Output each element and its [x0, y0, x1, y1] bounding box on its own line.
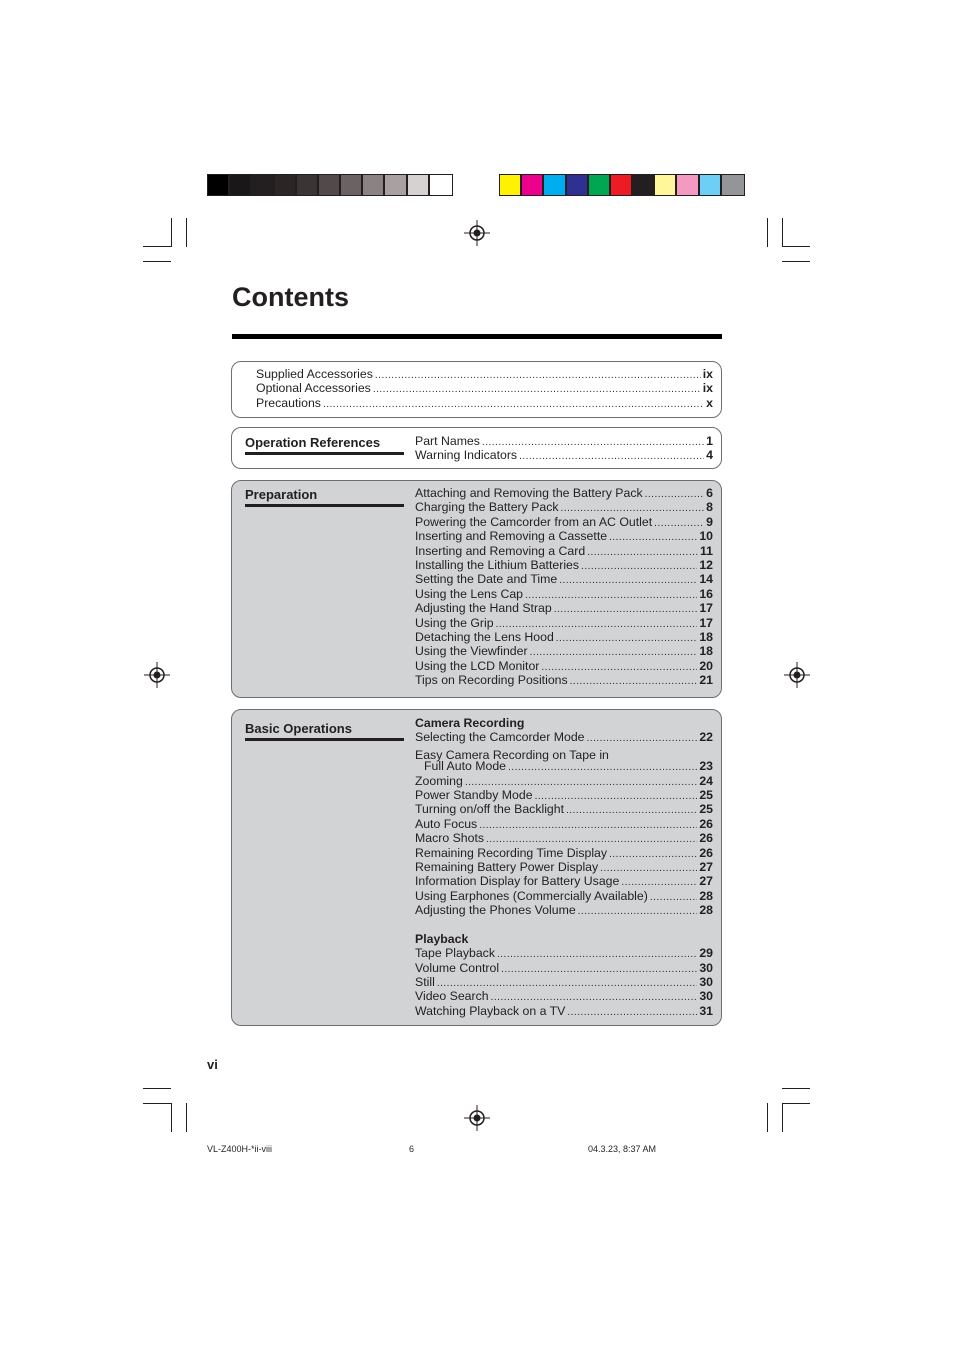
toc-entry[interactable]	[415, 630, 713, 644]
crop-mark	[143, 261, 171, 262]
operation-references-box	[231, 427, 722, 469]
toc-entry-page: 1	[706, 434, 713, 448]
crop-mark	[782, 261, 810, 262]
toc-entry-page: 30	[699, 960, 713, 975]
front-matter-list	[256, 367, 713, 410]
subsection-heading: Playback	[415, 931, 469, 946]
toc-entry-title: Using the Lens Cap	[415, 586, 524, 601]
crop-mark	[143, 1088, 171, 1089]
crop-mark	[782, 246, 810, 247]
dot-leader	[559, 572, 697, 586]
toc-entry-page: ix	[702, 381, 713, 396]
toc-entry[interactable]	[415, 730, 713, 744]
toc-entry[interactable]	[415, 572, 713, 586]
toc-entry-page: 29	[699, 946, 713, 961]
dot-leader	[508, 759, 697, 773]
toc-entry[interactable]	[415, 788, 713, 802]
toc-entry-page: 31	[699, 1003, 713, 1018]
dot-leader	[556, 630, 698, 644]
toc-entry-page: 28	[699, 903, 713, 918]
dot-leader	[567, 1004, 697, 1018]
toc-entry[interactable]	[415, 759, 713, 773]
color-swatch	[655, 175, 677, 195]
dot-leader	[645, 486, 705, 500]
toc-entry-page: 25	[699, 787, 713, 802]
section-rule	[245, 452, 404, 455]
crop-mark	[171, 218, 172, 247]
section-heading: Preparation	[245, 487, 318, 502]
dot-leader	[530, 644, 698, 658]
dot-leader	[578, 903, 698, 917]
toc-entry[interactable]	[415, 434, 713, 448]
toc-entry-page: 17	[699, 615, 713, 630]
toc-entry-title: Inserting and Removing a Card	[415, 543, 586, 558]
dot-leader	[497, 946, 697, 960]
dot-leader	[491, 989, 698, 1003]
toc-entry[interactable]	[256, 367, 713, 381]
dot-leader	[465, 774, 697, 788]
dot-leader	[519, 448, 704, 462]
registration-mark-icon	[464, 1105, 490, 1131]
toc-entry-title: Using the LCD Monitor	[415, 658, 540, 673]
dot-leader	[496, 616, 698, 630]
toc-entry-title: Warning Indicators	[415, 448, 518, 463]
toc-entry-page: 4	[706, 448, 713, 463]
color-swatch	[611, 175, 633, 195]
toc-entry-title: Setting the Date and Time	[415, 572, 558, 587]
grayscale-calibration-bar	[207, 174, 453, 196]
toc-entry[interactable]	[415, 558, 713, 572]
toc-entry-page: 16	[699, 586, 713, 601]
color-swatch	[319, 175, 341, 195]
toc-entry[interactable]	[415, 961, 713, 975]
toc-entry-title: Adjusting the Hand Strap	[415, 601, 552, 616]
page-number: vi	[207, 1057, 218, 1072]
toc-entry-title: Remaining Battery Power Display	[415, 859, 599, 874]
dot-leader	[554, 601, 698, 615]
playback-list	[415, 946, 713, 1018]
page-title: Contents	[232, 282, 349, 312]
toc-entry[interactable]	[415, 889, 713, 903]
toc-entry-title: Supplied Accessories	[256, 367, 373, 381]
dot-leader	[501, 961, 697, 975]
toc-entry-title: Remaining Recording Time Display	[415, 845, 608, 860]
toc-entry[interactable]	[415, 975, 713, 989]
toc-entry-page: 26	[699, 816, 713, 831]
toc-entry-page: x	[706, 395, 713, 410]
toc-entry-title: Charging the Battery Pack	[415, 500, 559, 515]
dot-leader	[581, 558, 697, 572]
toc-entry[interactable]	[415, 659, 713, 673]
toc-entry-page: 25	[699, 802, 713, 817]
dot-leader	[566, 802, 697, 816]
toc-entry-page: 21	[699, 673, 713, 688]
color-swatch	[522, 175, 544, 195]
toc-entry-title: Precautions	[256, 395, 321, 410]
dot-leader	[535, 788, 698, 802]
color-swatch	[500, 175, 522, 195]
color-swatch	[275, 175, 297, 195]
section-rule	[245, 738, 404, 741]
color-swatch	[567, 175, 589, 195]
dot-leader	[654, 515, 704, 529]
toc-entry-title: Macro Shots	[415, 831, 485, 846]
subsection-heading: Camera Recording	[415, 716, 525, 730]
toc-entry-title: Zooming	[415, 773, 463, 788]
toc-entry[interactable]	[415, 587, 713, 601]
color-swatch	[363, 175, 385, 195]
toc-entry-page: 30	[699, 975, 713, 990]
toc-entry-page: 28	[699, 888, 713, 903]
dot-leader	[650, 889, 697, 903]
toc-entry-page: 27	[699, 874, 713, 889]
toc-entry-page: 17	[699, 601, 713, 616]
crop-mark	[782, 218, 783, 247]
toc-entry-page: 26	[699, 831, 713, 846]
basic-operations-list	[415, 716, 713, 1018]
toc-entry-title: Still	[415, 975, 435, 990]
toc-entry-title: Video Search	[415, 989, 489, 1004]
crop-mark	[143, 1103, 171, 1104]
color-swatch	[700, 175, 722, 195]
section-heading: Operation References	[245, 435, 381, 450]
toc-entry-page: 27	[699, 859, 713, 874]
dot-leader	[609, 846, 697, 860]
toc-entry[interactable]	[415, 745, 713, 763]
dot-leader	[525, 587, 697, 601]
toc-entry-title: Watching Playback on a TV	[415, 1003, 566, 1018]
dot-leader	[437, 975, 697, 989]
crop-mark	[767, 1103, 768, 1132]
toc-entry[interactable]	[415, 601, 713, 615]
preparation-box	[231, 480, 722, 698]
toc-entry-page: 30	[699, 989, 713, 1004]
toc-entry-title: Full Auto Mode	[424, 759, 507, 774]
toc-entry[interactable]	[415, 860, 713, 874]
crop-mark	[782, 1103, 783, 1132]
crop-mark	[186, 1103, 187, 1132]
toc-entry-page: 11	[700, 543, 713, 558]
toc-entry-page: 9	[706, 514, 713, 529]
toc-entry-page: 26	[699, 845, 713, 860]
toc-entry[interactable]	[415, 802, 713, 816]
toc-entry[interactable]	[415, 529, 713, 543]
crop-mark	[782, 1103, 810, 1104]
color-swatch	[408, 175, 430, 195]
operation-references-list	[415, 434, 713, 463]
color-swatch	[341, 175, 363, 195]
dot-leader	[587, 730, 698, 744]
toc-entry-title: Power Standby Mode	[415, 787, 533, 802]
color-swatch	[208, 175, 230, 195]
toc-entry-page: 6	[706, 486, 713, 500]
toc-entry-title: Inserting and Removing a Cassette	[415, 529, 608, 544]
toc-entry[interactable]	[415, 1004, 713, 1018]
toc-entry[interactable]	[415, 817, 713, 831]
toc-entry[interactable]	[415, 644, 713, 658]
section-rule	[245, 504, 404, 507]
toc-entry[interactable]	[415, 673, 713, 687]
toc-entry[interactable]	[415, 515, 713, 529]
dot-leader	[479, 817, 697, 831]
toc-entry-page: 12	[699, 557, 713, 572]
color-swatch	[252, 175, 274, 195]
color-swatch	[385, 175, 407, 195]
toc-entry-title: Easy Camera Recording on Tape in	[415, 748, 609, 763]
toc-entry-title: Volume Control	[415, 960, 500, 975]
color-swatch	[589, 175, 611, 195]
dot-leader	[570, 673, 698, 687]
dot-leader	[482, 434, 704, 448]
color-swatch	[230, 175, 252, 195]
toc-entry-title: Using Earphones (Commercially Available)	[415, 888, 648, 903]
footer-timestamp: 04.3.23, 8:37 AM	[588, 1144, 657, 1154]
toc-entry-title: Detaching the Lens Hood	[415, 629, 554, 644]
toc-entry-title: Selecting the Camcorder Mode	[415, 730, 585, 745]
toc-entry-title: Tape Playback	[415, 946, 495, 961]
toc-entry-page: 8	[706, 500, 713, 515]
toc-entry[interactable]	[256, 381, 713, 395]
registration-mark-icon	[144, 662, 170, 688]
dot-leader	[486, 831, 697, 845]
toc-entry-title: Auto Focus	[415, 816, 478, 831]
color-swatch	[722, 175, 744, 195]
toc-entry[interactable]	[415, 774, 713, 788]
toc-entry-title: Optional Accessories	[256, 381, 371, 396]
dot-leader	[609, 529, 697, 543]
toc-entry-title: Using the Grip	[415, 615, 494, 630]
color-swatch	[633, 175, 655, 195]
toc-entry-page: 24	[699, 773, 713, 788]
basic-operations-box	[231, 709, 722, 1026]
dot-leader	[600, 860, 697, 874]
crop-mark	[171, 1103, 172, 1132]
dot-leader	[541, 659, 697, 673]
toc-entry-page: 23	[699, 759, 713, 774]
color-swatch	[430, 175, 452, 195]
registration-mark-icon	[784, 662, 810, 688]
color-swatch	[544, 175, 566, 195]
toc-entry-page: 10	[699, 529, 713, 544]
dot-leader	[323, 396, 704, 410]
toc-entry[interactable]	[415, 500, 713, 514]
preparation-list	[415, 486, 713, 687]
toc-entry-title: Tips on Recording Positions	[415, 673, 568, 688]
toc-entry-page: ix	[702, 367, 713, 381]
toc-entry[interactable]	[415, 544, 713, 558]
registration-mark-icon	[464, 220, 490, 246]
toc-entry[interactable]	[256, 396, 713, 410]
toc-entry[interactable]	[415, 989, 713, 1003]
toc-entry[interactable]	[415, 831, 713, 845]
toc-entry[interactable]	[415, 874, 713, 888]
toc-entry-title: Installing the Lithium Batteries	[415, 557, 580, 572]
toc-entry-page: 14	[699, 572, 713, 587]
color-swatch	[297, 175, 319, 195]
toc-entry-title: Adjusting the Phones Volume	[415, 903, 576, 918]
toc-entry[interactable]	[415, 486, 713, 500]
toc-entry-title: Turning on/off the Backlight	[415, 802, 565, 817]
crop-mark	[186, 218, 187, 247]
toc-entry[interactable]	[415, 616, 713, 630]
dot-leader	[587, 544, 698, 558]
crop-mark	[143, 246, 171, 247]
toc-entry[interactable]	[415, 946, 713, 960]
section-heading: Basic Operations	[245, 721, 352, 736]
dot-leader	[621, 874, 697, 888]
crop-mark	[767, 218, 768, 247]
toc-entry-title: Using the Viewfinder	[415, 644, 528, 659]
dot-leader	[561, 500, 705, 514]
toc-entry-page: 20	[699, 658, 713, 673]
front-matter-box	[231, 361, 722, 418]
title-rule	[232, 334, 722, 339]
footer-file: VL-Z400H-*ii-viii	[207, 1144, 273, 1154]
dot-leader	[373, 381, 701, 395]
toc-entry-title: Part Names	[415, 434, 480, 448]
footer-sheet: 6	[409, 1144, 415, 1154]
dot-leader	[611, 745, 711, 759]
toc-entry-title: Attaching and Removing the Battery Pack	[415, 486, 643, 500]
color-swatch	[677, 175, 699, 195]
toc-entry[interactable]	[415, 903, 713, 917]
toc-entry[interactable]	[415, 448, 713, 462]
dot-leader	[375, 367, 701, 381]
toc-entry-page: 18	[699, 629, 713, 644]
camera-recording-list	[415, 730, 713, 917]
crop-mark	[782, 1088, 810, 1089]
toc-entry-title: Powering the Camcorder from an AC Outlet	[415, 514, 653, 529]
toc-entry-page: 18	[699, 644, 713, 659]
toc-entry-title: Information Display for Battery Usage	[415, 874, 620, 889]
toc-entry-page: 22	[699, 730, 713, 745]
color-calibration-bar	[499, 174, 745, 196]
toc-entry[interactable]	[415, 846, 713, 860]
